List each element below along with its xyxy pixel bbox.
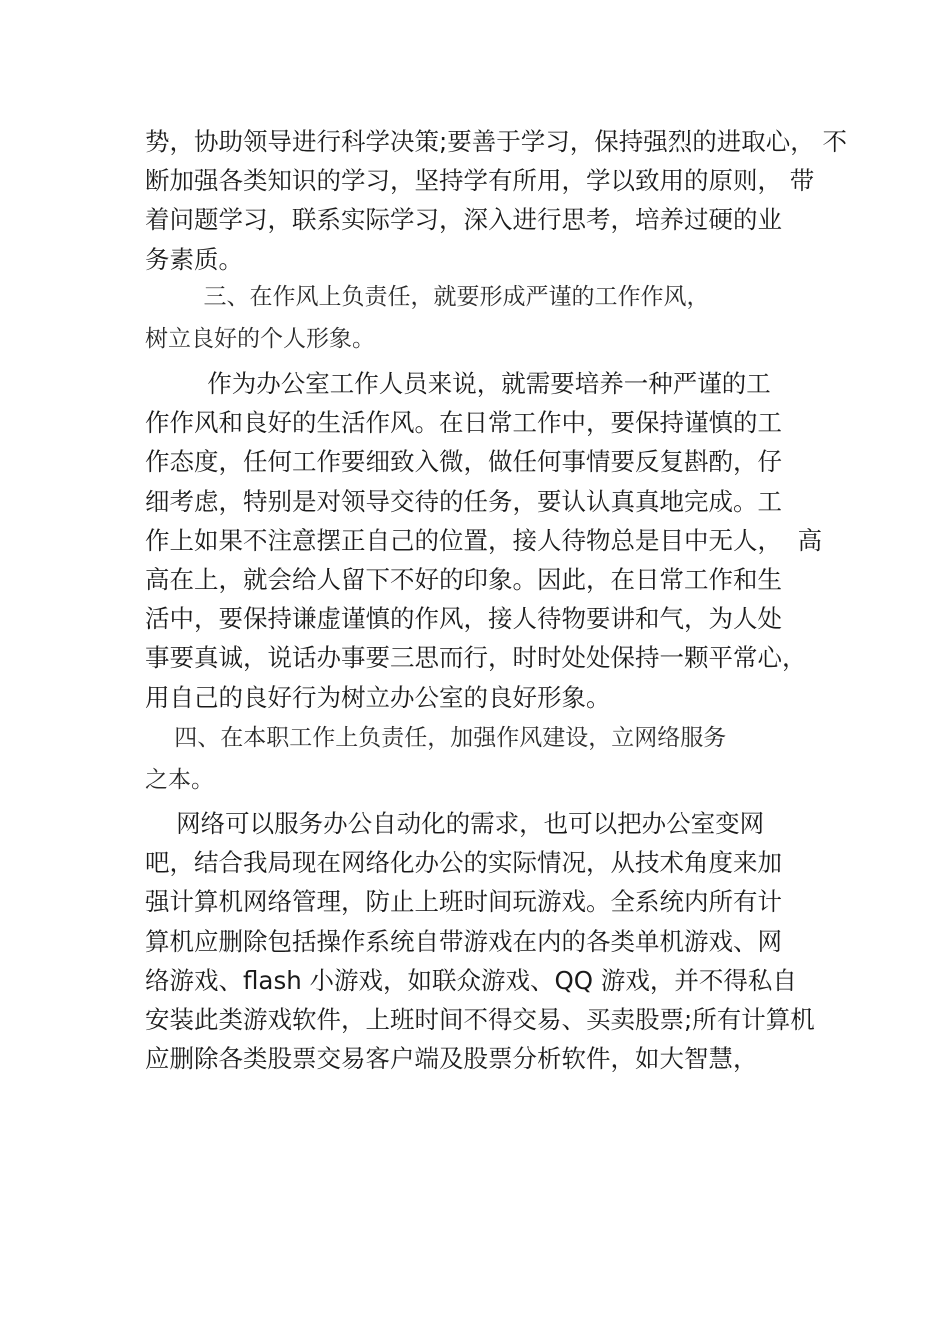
- paragraph-work-style: [145, 364, 825, 717]
- text-line: 强计算机网络管理，防止上班时间玩游戏。全系统内所有计: [145, 887, 782, 917]
- text-line: 作上如果不注意摆正自己的位置，接人待物总是目中无人， 高: [145, 525, 823, 555]
- heading-line: 四、在本职工作上负责任，加强作风建设，立网络服务: [145, 725, 727, 751]
- text-line: 算机应删除包括操作系统自带游戏在内的各类单机游戏、网: [145, 926, 782, 956]
- text-line: 事要真诚，说话办事要三思而行，时时处处保持一颗平常心，: [145, 643, 807, 673]
- text-line: 作为办公室工作人员来说，就需要培养一种严谨的工: [145, 369, 771, 398]
- text-line: 吧，结合我局现在网络化办公的实际情况，从技术角度来加: [145, 848, 782, 878]
- section-heading-4: [145, 717, 825, 801]
- paragraph-network: [145, 804, 825, 1078]
- text-line: 务素质。: [145, 244, 243, 274]
- text-line: 应删除各类股票交易客户端及股票分析软件，如大智慧，: [145, 1044, 758, 1074]
- text-line: 活中，要保持谦虚谨慎的作风，接人待物要讲和气，为人处: [145, 604, 782, 634]
- section-heading-3: [145, 276, 825, 360]
- text-line: 作作风和良好的生活作风。在日常工作中，要保持谨慎的工: [145, 408, 782, 438]
- heading-line: 三、在作风上负责任，就要形成严谨的工作作风，: [145, 284, 710, 310]
- text-line: 细考虑，特别是对领导交待的任务，要认认真真地完成。工: [145, 486, 782, 516]
- text-line: 用自己的良好行为树立办公室的良好形象。: [145, 682, 611, 712]
- paragraph-learning: [145, 122, 848, 279]
- text-line: 高在上，就会给人留下不好的印象。因此，在日常工作和生: [145, 565, 782, 595]
- text-line: 断加强各类知识的学习，坚持学有所用，学以致用的原则， 带: [145, 166, 815, 196]
- heading-line: 之本。: [145, 767, 214, 793]
- text-line: 着问题学习，联系实际学习，深入进行思考，培养过硬的业: [145, 205, 782, 235]
- text-line: 络游戏、flash 小游戏，如联众游戏、QQ 游戏，并不得私自: [145, 965, 797, 995]
- text-line: 网络可以服务办公自动化的需求，也可以把办公室变网: [145, 809, 765, 838]
- text-line: 作态度，任何工作要细致入微，做任何事情要反复斟酌，仔: [145, 447, 782, 477]
- text-line: 安装此类游戏软件，上班时间不得交易、买卖股票;所有计算机: [145, 1005, 815, 1035]
- heading-line: 树立良好的个人形象。: [145, 326, 375, 352]
- text-line: 势，协助领导进行科学决策;要善于学习，保持强烈的进取心， 不: [145, 127, 848, 156]
